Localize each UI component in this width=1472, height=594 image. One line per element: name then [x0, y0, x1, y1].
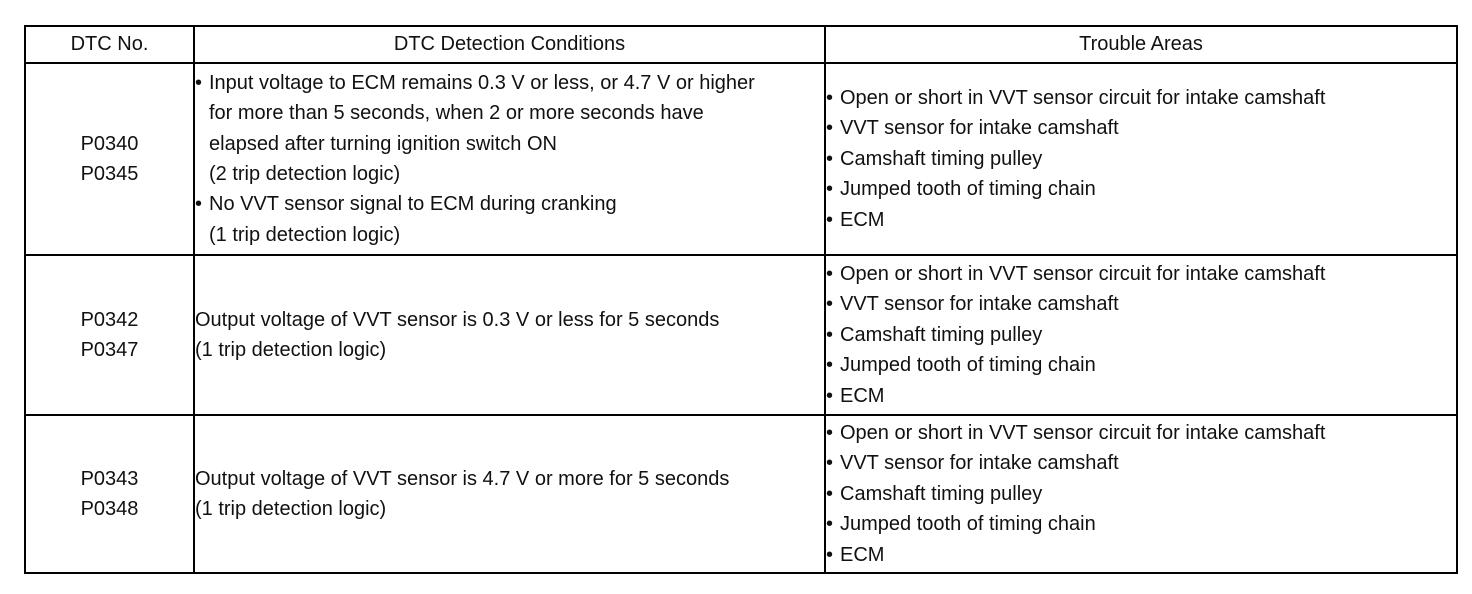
- trouble-area-item: • Camshaft timing pulley: [826, 320, 1456, 350]
- condition-item: • Input voltage to ECM remains 0.3 V or less, or 4.7 V or higher for more than 5 seconds, when 2 or more seconds have elapsed after turning ignition switch ON (2 trip detection logic): [195, 68, 824, 190]
- trouble-area-item: • Camshaft timing pulley: [826, 479, 1456, 509]
- header-detection-conditions: DTC Detection Conditions: [194, 26, 825, 63]
- header-dtc-no: DTC No.: [25, 26, 194, 63]
- table-row: [25, 415, 1457, 573]
- trouble-area-item: • Jumped tooth of timing chain: [826, 174, 1456, 204]
- table-row: [25, 63, 1457, 255]
- condition-item: • No VVT sensor signal to ECM during cranking (1 trip detection logic): [195, 189, 824, 250]
- table-row: [25, 255, 1457, 415]
- trouble-area-list: [826, 83, 1456, 235]
- detection-condition-cell: [194, 415, 825, 573]
- trouble-area-item: • VVT sensor for intake camshaft: [826, 113, 1456, 143]
- dtc-code: P0348: [80, 498, 139, 520]
- dtc-table: [24, 25, 1458, 574]
- trouble-area-list: [826, 259, 1456, 411]
- trouble-areas-cell: [825, 415, 1457, 573]
- trouble-area-item: • Jumped tooth of timing chain: [826, 350, 1456, 380]
- trouble-area-item: • ECM: [826, 381, 1456, 411]
- dtc-code-cell: [25, 415, 194, 573]
- dtc-code: P0347: [80, 339, 139, 361]
- dtc-code: P0342: [80, 308, 139, 331]
- trouble-areas-cell: [825, 255, 1457, 415]
- header-row: [25, 26, 1457, 63]
- dtc-code: P0343: [80, 467, 139, 490]
- trouble-area-list: [826, 418, 1456, 570]
- condition-text: Output voltage of VVT sensor is 4.7 V or more for 5 seconds (1 trip detection logic): [195, 467, 730, 520]
- trouble-area-item: • Open or short in VVT sensor circuit for intake camshaft: [826, 83, 1456, 113]
- condition-text: Output voltage of VVT sensor is 0.3 V or less for 5 seconds (1 trip detection logic): [195, 308, 720, 361]
- trouble-area-item: • ECM: [826, 205, 1456, 235]
- detection-condition-cell: [194, 63, 825, 255]
- trouble-area-item: • Open or short in VVT sensor circuit for intake camshaft: [826, 418, 1456, 448]
- trouble-area-item: • ECM: [826, 540, 1456, 570]
- trouble-area-item: • Camshaft timing pulley: [826, 144, 1456, 174]
- trouble-area-item: • Jumped tooth of timing chain: [826, 509, 1456, 539]
- header-trouble-areas: Trouble Areas: [825, 26, 1457, 63]
- dtc-code: P0340: [80, 132, 139, 155]
- detection-condition-cell: [194, 255, 825, 415]
- dtc-code: P0345: [80, 163, 139, 185]
- dtc-code-cell: [25, 63, 194, 255]
- trouble-area-item: • Open or short in VVT sensor circuit for intake camshaft: [826, 259, 1456, 289]
- condition-list: [195, 68, 824, 250]
- trouble-areas-cell: [825, 63, 1457, 255]
- dtc-code-cell: [25, 255, 194, 415]
- trouble-area-item: • VVT sensor for intake camshaft: [826, 289, 1456, 319]
- trouble-area-item: • VVT sensor for intake camshaft: [826, 448, 1456, 478]
